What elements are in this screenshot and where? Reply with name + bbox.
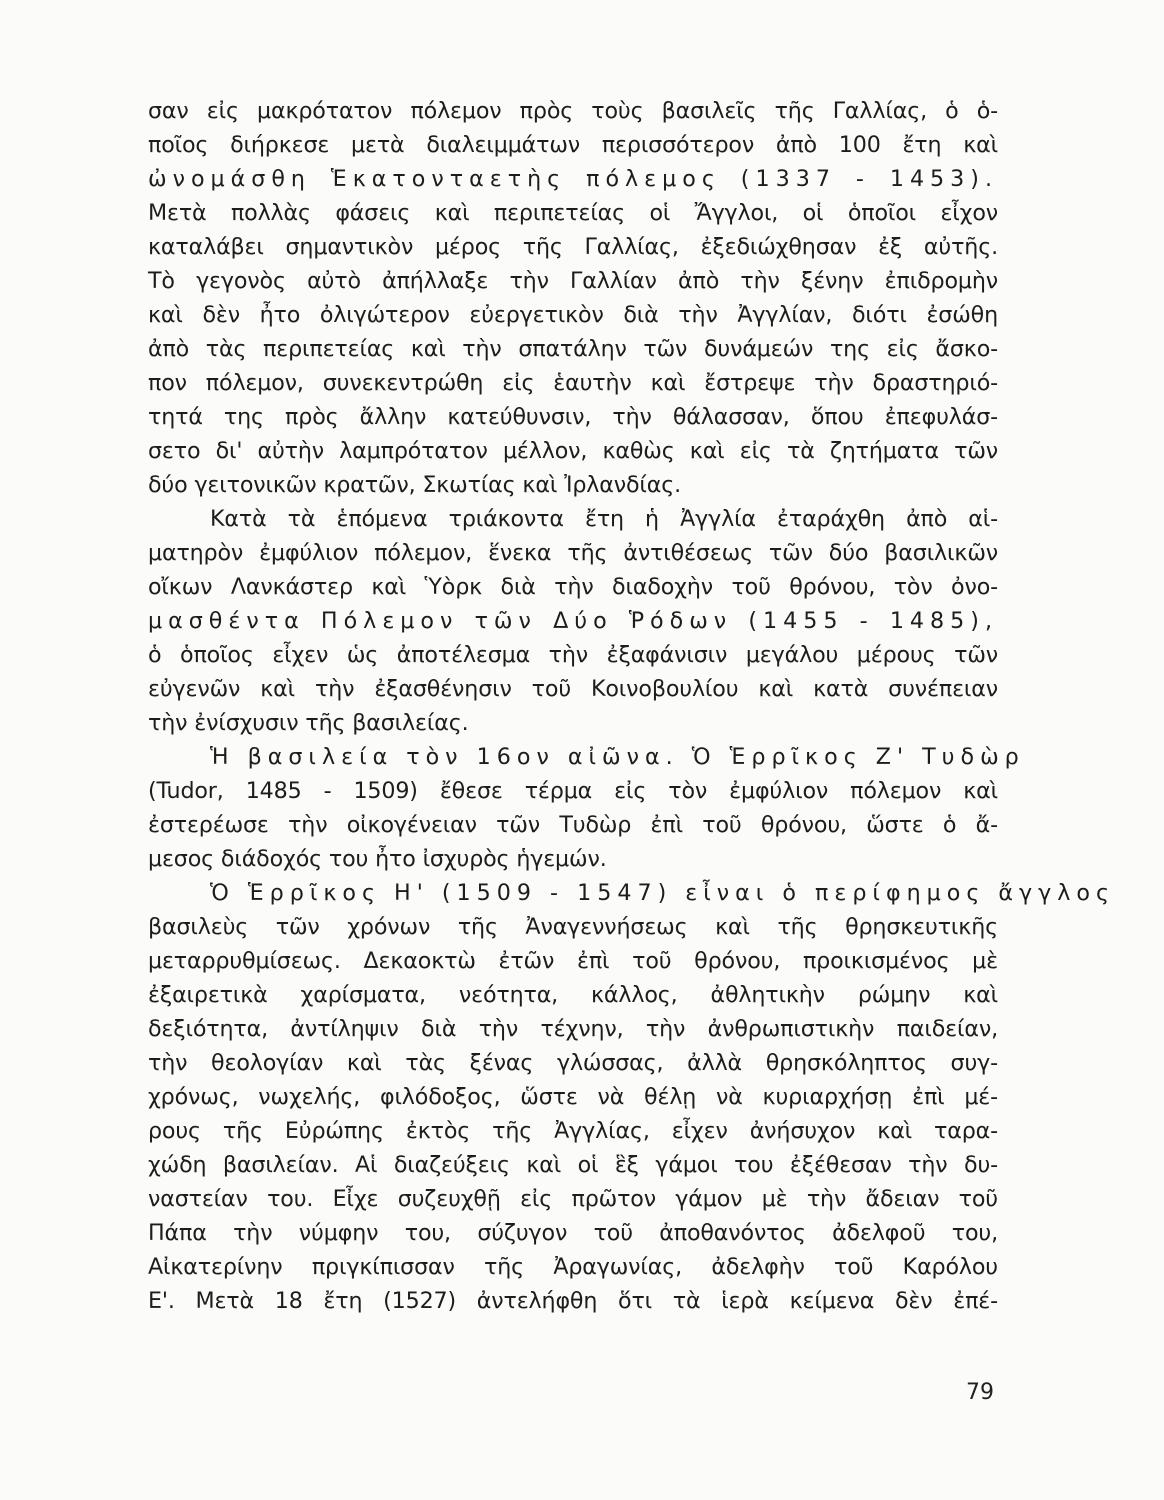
text-line: εὐγενῶν καὶ τὴν ἐξασθένησιν τοῦ Κοινοβουλίου καὶ κατὰ συνέπειαν (148, 676, 998, 702)
text-line: ἐξαιρετικὰ χαρίσματα, νεότητα, κάλλος, ἀθλητικὴν ρώμην καὶ (148, 982, 998, 1008)
text-line: καὶ δὲν ἦτο ὀλιγώτερον εὐεργετικὸν διὰ τὴν Ἀγγλίαν, διότι ἐσώθη (148, 302, 998, 328)
text-line: Αἰκατερίνην πριγκίπισσαν τῆς Ἀραγωνίας, ἀδελφὴν τοῦ Καρόλου (148, 1254, 998, 1280)
text-line: Κατὰ τὰ ἑπόμενα τριάκοντα ἔτη ἡ Ἀγγλία ἐταράχθη ἀπὸ αἱ- (210, 506, 998, 532)
text-line: χώδη βασιλείαν. Αἱ διαζεύξεις καὶ οἱ ἓξ γάμοι του ἐξέθεσαν τὴν δυ- (148, 1152, 998, 1178)
text-line: τητά της πρὸς ἄλλην κατεύθυνσιν, τὴν θάλασσαν, ὅπου ἐπεφυλάσ- (148, 404, 998, 430)
text-line: Τὸ γεγονὸς αὐτὸ ἀπήλλαξε τὴν Γαλλίαν ἀπὸ τὴν ξένην ἐπιδρομὴν (148, 268, 998, 294)
text-line: μεταρρυθμίσεως. Δεκαοκτὼ ἐτῶν ἐπὶ τοῦ θρόνου, προικισμένος μὲ (148, 948, 998, 974)
text-line: οἴκων Λανκάστερ καὶ Ὑὸρκ διὰ τὴν διαδοχὴν τοῦ θρόνου, τὸν ὀνο- (148, 574, 998, 600)
text-line: (Tudor, 1485 - 1509) ἔθεσε τέρμα εἰς τὸν ἐμφύλιον πόλεμον καὶ (148, 778, 998, 804)
text-line: τὴν θεολογίαν καὶ τὰς ξένας γλώσσας, ἀλλὰ θρησκόληπτος συγ- (148, 1050, 998, 1076)
text-line: βασιλεὺς τῶν χρόνων τῆς Ἀναγεννήσεως καὶ τῆς θρησκευτικῆς (148, 914, 998, 940)
text-line: μασθέντα Πόλεμον τῶν Δύο Ῥόδων (1455 - 1485), (148, 608, 998, 634)
section-heading-line: Ἡ βασιλεία τὸν 16ον αἰῶνα. Ὁ Ἑρρῖκος Ζ' Τυδὼρ (210, 744, 1025, 770)
text-line: Ε'. Μετὰ 18 ἔτη (1527) ἀντελήφθη ὅτι τὰ ἱερὰ κείμενα δὲν ἐπέ- (148, 1288, 998, 1314)
text-line: ποῖος διήρκεσε μετὰ διαλειμμάτων περισσότερον ἀπὸ 100 ἔτη καὶ (148, 132, 998, 158)
text-line: μεσος διάδοχός του ἦτο ἰσχυρὸς ἡγεμών. (148, 846, 607, 872)
text-line: ρους τῆς Εὐρώπης ἐκτὸς τῆς Ἀγγλίας, εἶχεν ἀνήσυχον καὶ ταρα- (148, 1118, 998, 1144)
page-body-text (148, 94, 1116, 1318)
text-line: ματηρὸν ἐμφύλιον πόλεμον, ἕνεκα τῆς ἀντιθέσεως τῶν δύο βασιλικῶν (148, 540, 998, 566)
text-line: ὁ ὁποῖος εἶχεν ὡς ἀποτέλεσμα τὴν ἐξαφάνισιν μεγάλου μέρους τῶν (148, 642, 998, 668)
text-line: πον πόλεμον, συνεκεντρώθη εἰς ἑαυτὴν καὶ ἔστρεψε τὴν δραστηριό- (148, 370, 998, 396)
text-line: Πάπα τὴν νύμφην του, σύζυγον τοῦ ἀποθανόντος ἀδελφοῦ του, (148, 1220, 998, 1246)
text-line: Ὁ Ἑρρῖκος Η' (1509 - 1547) εἶναι ὁ περίφημος ἄγγλος (210, 880, 1116, 906)
text-line: ναστείαν του. Εἶχε συζευχθῇ εἰς πρῶτον γάμον μὲ τὴν ἄδειαν τοῦ (148, 1186, 998, 1212)
text-line: σετο δι' αὐτὴν λαμπρότατον μέλλον, καθὼς καὶ εἰς τὰ ζητήματα τῶν (148, 438, 998, 464)
text-line: καταλάβει σημαντικὸν μέρος τῆς Γαλλίας, ἐξεδιώχθησαν ἐξ αὐτῆς. (148, 234, 998, 260)
text-line: ἀπὸ τὰς περιπετείας καὶ τὴν σπατάλην τῶν δυνάμεών της εἰς ἄσκο- (148, 336, 998, 362)
text-line: χρόνως, νωχελής, φιλόδοξος, ὥστε νὰ θέλῃ νὰ κυριαρχήσῃ ἐπὶ μέ- (148, 1084, 998, 1110)
text-line: σαν εἰς μακρότατον πόλεμον πρὸς τοὺς βασιλεῖς τῆς Γαλλίας, ὁ ὁ- (148, 98, 998, 124)
text-line: δεξιότητα, ἀντίληψιν διὰ τὴν τέχνην, τὴν ἀνθρωπιστικὴν παιδείαν, (148, 1016, 998, 1042)
text-line: ἐστερέωσε τὴν οἰκογένειαν τῶν Τυδὼρ ἐπὶ τοῦ θρόνου, ὥστε ὁ ἄ- (148, 812, 998, 838)
text-line: δύο γειτονικῶν κρατῶν, Σκωτίας καὶ Ἰρλανδίας. (148, 472, 682, 498)
text-line: τὴν ἐνίσχυσιν τῆς βασιλείας. (148, 710, 469, 736)
text-line: Μετὰ πολλὰς φάσεις καὶ περιπετείας οἱ Ἄγγλοι, οἱ ὁποῖοι εἶχον (148, 200, 998, 226)
page-number: 79 (966, 1380, 994, 1405)
text-line: ὠνομάσθη Ἑκατονταετὴς πόλεμος (1337 - 1453). (148, 166, 998, 192)
